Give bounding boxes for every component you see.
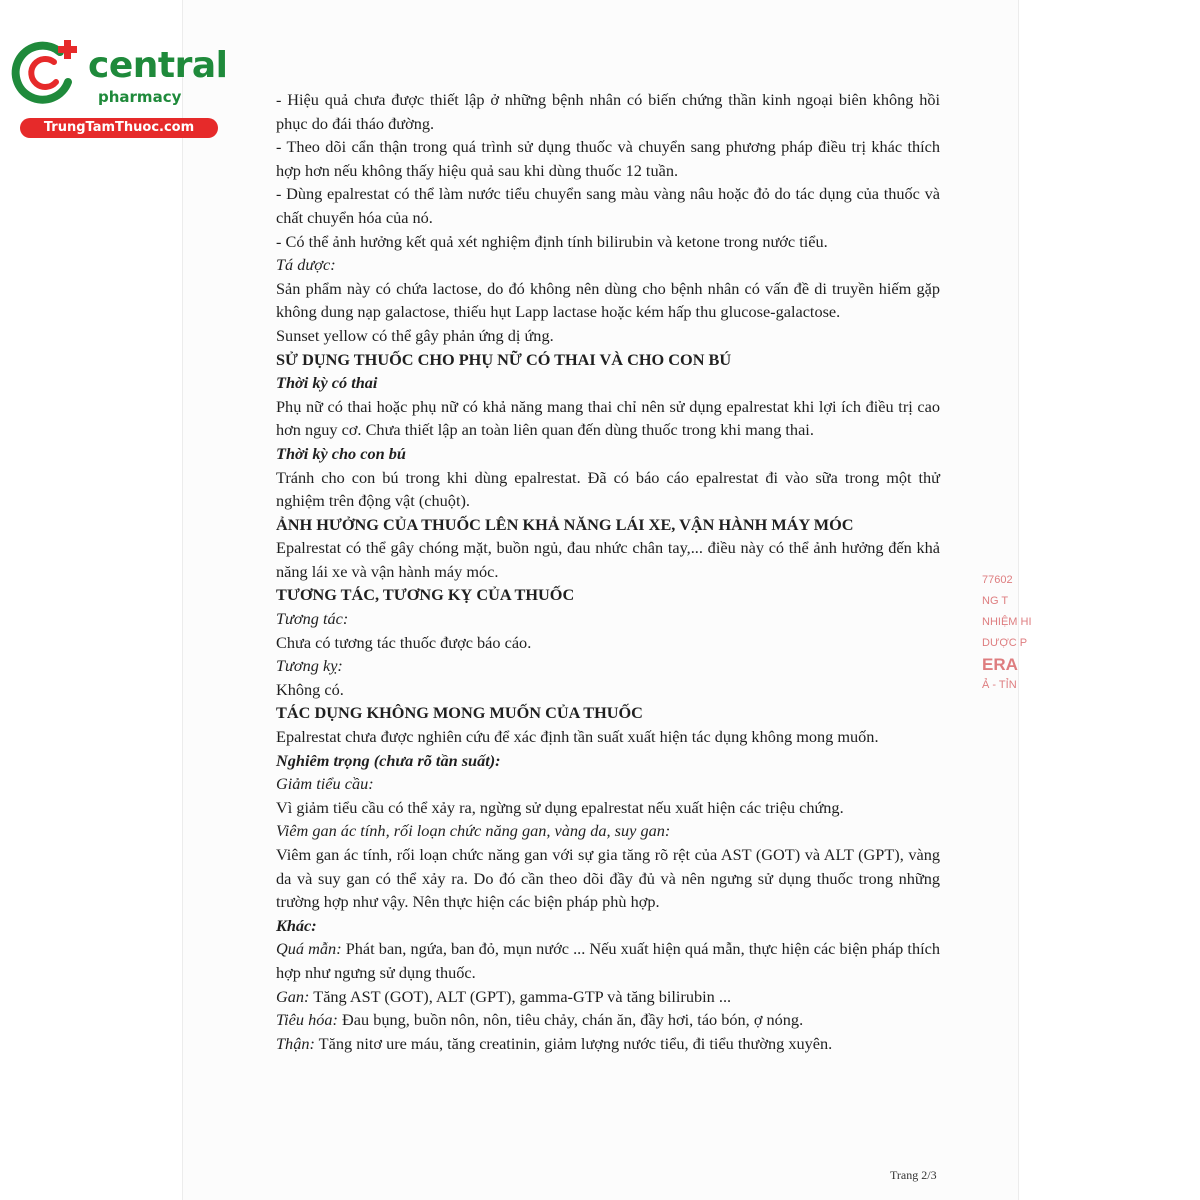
- labeled-paragraph: [276, 937, 940, 984]
- subsection-heading: Nghiêm trọng (chưa rõ tần suất):: [276, 750, 501, 770]
- paragraph-text: Đau bụng, buồn nôn, nôn, tiêu chảy, chán ăn, đầy hơi, táo bón, ợ nóng.: [337, 1010, 804, 1030]
- logo-subtitle: pharmacy: [98, 88, 182, 106]
- logo-url-badge[interactable]: TrungTamThuoc.com: [20, 118, 218, 138]
- subsection-heading: Thời kỳ cho con bú: [276, 443, 406, 463]
- paragraph-label: Thận:: [276, 1033, 315, 1053]
- page-number: Trang 2/3: [890, 1168, 937, 1182]
- paragraph: Không có.: [276, 679, 344, 699]
- paragraph-label: Tiêu hóa:: [276, 1010, 338, 1030]
- italic-label: Tương tác:: [276, 609, 349, 629]
- labeled-paragraph: [276, 1032, 940, 1056]
- italic-label: Giảm tiểu cầu:: [276, 774, 374, 794]
- paragraph-label: Gan:: [276, 986, 310, 1006]
- red-stamp-seal: [982, 570, 1032, 720]
- stamp-text: NHIỆM HI: [982, 616, 1032, 628]
- paragraph: Epalrestat có thể gây chóng mặt, buồn ngủ, đau nhức chân tay,... điều này có thể ảnh hưởng đến khả năng lái xe và vận hành máy móc.: [276, 538, 940, 581]
- paragraph: - Có thể ảnh hưởng kết quả xét nghiệm định tính bilirubin và ketone trong nước tiểu.: [276, 231, 828, 251]
- stamp-text: DƯỢC P: [982, 637, 1028, 649]
- subsection-heading: Thời kỳ có thai: [276, 373, 378, 393]
- labeled-paragraph: [276, 985, 940, 1009]
- paragraph-label: Quá mẫn:: [276, 939, 342, 959]
- italic-label: Tá dược:: [276, 255, 336, 275]
- paragraph: Epalrestat chưa được nghiên cứu để xác định tần suất xuất hiện tác dụng không mong muốn.: [276, 727, 879, 747]
- logo-wordmark: central: [88, 45, 228, 86]
- paragraph: Tránh cho con bú trong khi dùng epalrestat. Đã có báo cáo epalrestat đi vào sữa trong một thử nghiệm trên động vật (chuột).: [276, 467, 940, 511]
- paragraph-text: Phát ban, ngứa, ban đỏ, mụn nước ... Nếu xuất hiện quá mẫn, thực hiện các biện pháp thích hợp như ngưng sử dụng thuốc.: [276, 939, 940, 982]
- paragraph: Sản phẩm này có chứa lactose, do đó không nên dùng cho bệnh nhân có vấn đề di truyền hiếm gặp không dung nạp galactose, thiếu hụt Lapp lactase hoặc kém hấp thu glucose-galactose.: [276, 278, 940, 322]
- paragraph: - Theo dõi cẩn thận trong quá trình sử dụng thuốc và chuyển sang phương pháp điều trị khác thích hợp hơn nếu không thấy hiệu quả sau khi dùng thuốc 12 tuần.: [276, 137, 940, 180]
- labeled-paragraph: [276, 1008, 940, 1032]
- section-heading: TÁC DỤNG KHÔNG MONG MUỐN CỦA THUỐC: [276, 703, 643, 723]
- pharmacy-cross-logo-icon: [10, 38, 80, 108]
- stamp-text: 77602: [982, 574, 1013, 586]
- paragraph: - Dùng epalrestat có thể làm nước tiểu chuyển sang màu vàng nâu hoặc đỏ do tác dụng của thuốc và chất chuyển hóa của nó.: [276, 184, 940, 227]
- document-body: [276, 88, 940, 1055]
- paragraph-text: Tăng nitơ ure máu, tăng creatinin, giảm lượng nước tiểu, đi tiểu thường xuyên.: [314, 1033, 833, 1053]
- subsection-heading: Khác:: [276, 915, 317, 935]
- paragraph: Phụ nữ có thai hoặc phụ nữ có khả năng mang thai chỉ nên sử dụng epalrestat khi lợi ích điều trị cao hơn nguy cơ. Chưa thiết lập an toàn liên quan đến dùng thuốc trong khi mang thai.: [276, 396, 940, 440]
- paragraph: Viêm gan ác tính, rối loạn chức năng gan với sự gia tăng rõ rệt của AST (GOT) và ALT (GPT), vàng da và suy gan có thể xảy ra. Do đó cần theo dõi đầy đủ và nên ngưng sử dụng thuốc trong những trường hợp như vậy. Nên thực hiện các biện pháp phù hợp.: [276, 845, 940, 912]
- italic-label: Viêm gan ác tính, rối loạn chức năng gan, vàng da, suy gan:: [276, 821, 671, 841]
- italic-label: Tương kỵ:: [276, 656, 343, 676]
- stamp-text: Ả - TỈN: [982, 679, 1017, 691]
- paragraph: Vì giảm tiểu cầu có thể xảy ra, ngừng sử dụng epalrestat nếu xuất hiện các triệu chứng.: [276, 797, 844, 817]
- paragraph-text: Tăng AST (GOT), ALT (GPT), gamma-GTP và tăng bilirubin ...: [309, 986, 732, 1006]
- stamp-text: ERA: [982, 655, 1018, 674]
- paragraph: Sunset yellow có thể gây phản ứng dị ứng.: [276, 325, 554, 345]
- stamp-text: NG T: [982, 595, 1009, 607]
- section-heading: SỬ DỤNG THUỐC CHO PHỤ NỮ CÓ THAI VÀ CHO CON BÚ: [276, 349, 732, 369]
- section-heading: TƯƠNG TÁC, TƯƠNG KỴ CỦA THUỐC: [276, 585, 575, 605]
- paragraph: Chưa có tương tác thuốc được báo cáo.: [276, 632, 532, 652]
- section-heading: ẢNH HƯỞNG CỦA THUỐC LÊN KHẢ NĂNG LÁI XE, VẬN HÀNH MÁY MÓC: [276, 514, 854, 534]
- paragraph: - Hiệu quả chưa được thiết lập ở những bệnh nhân có biến chứng thần kinh ngoại biên không hồi phục do đái tháo đường.: [276, 90, 940, 133]
- central-pharmacy-logo[interactable]: [10, 38, 228, 138]
